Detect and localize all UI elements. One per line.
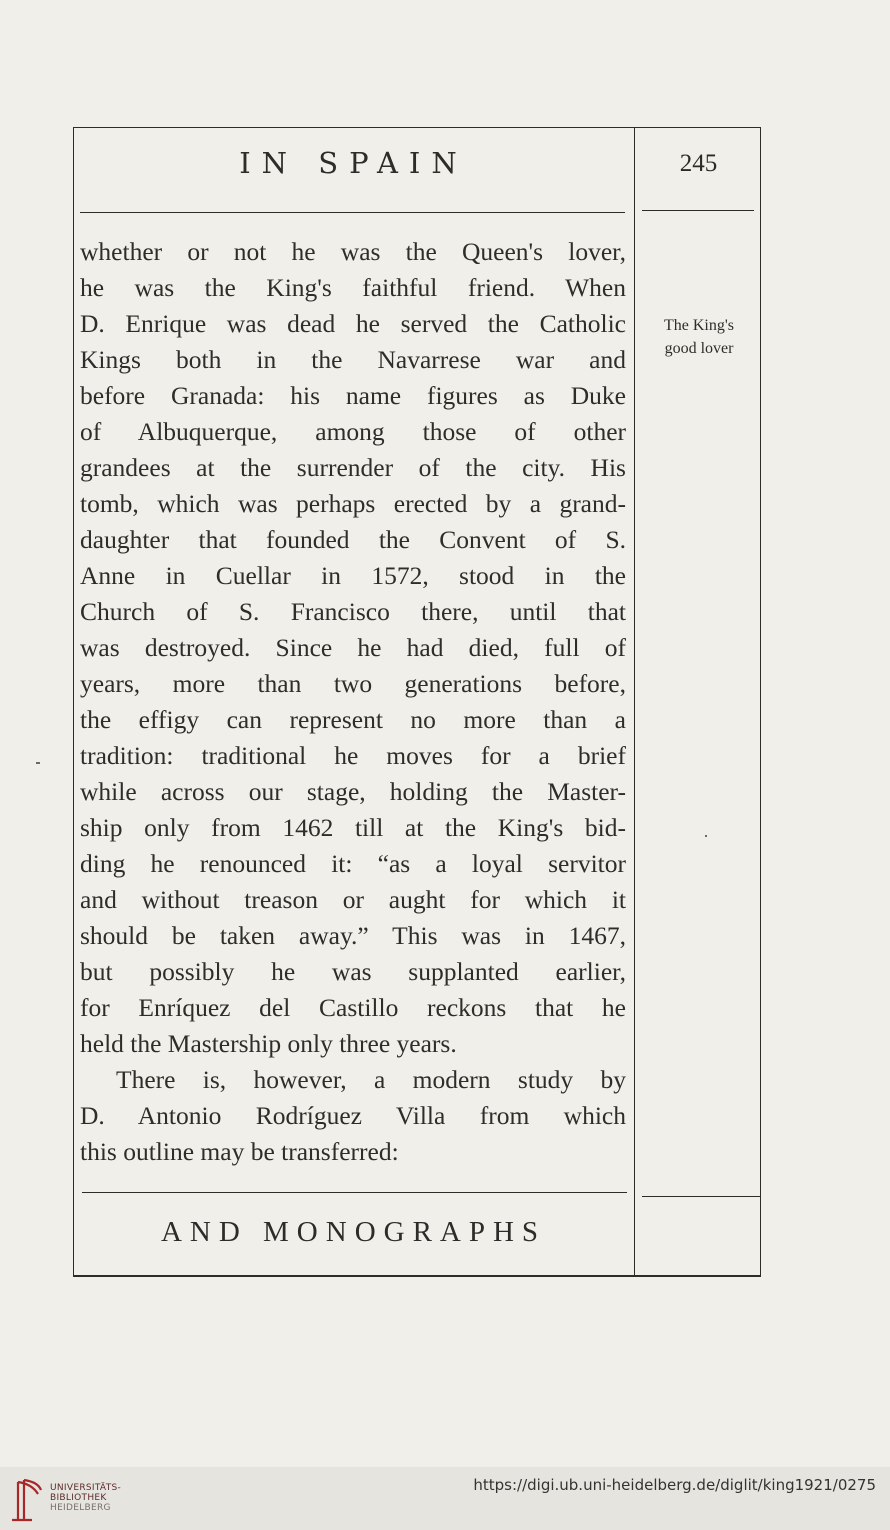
- text-line: tradition: traditional he moves for a brief: [80, 741, 626, 770]
- body-text: [80, 234, 626, 1170]
- university-library-logo-icon: [8, 1476, 44, 1524]
- text-line: ding he renounced it: “as a loyal servitor: [80, 849, 626, 878]
- text-line: should be taken away.” This was in 1467,: [80, 921, 626, 950]
- margin-speck: [36, 762, 40, 764]
- text-line: before Granada: his name figures as Duke: [80, 381, 626, 410]
- margin-speck: [705, 835, 707, 837]
- text-line: D. Antonio Rodríguez Villa from which: [80, 1101, 626, 1130]
- text-line: D. Enrique was dead he served the Catholic: [80, 309, 626, 338]
- text-line: Church of S. Francisco there, until that: [80, 597, 626, 626]
- text-line: daughter that founded the Convent of S.: [80, 525, 626, 554]
- text-line: for Enríquez del Castillo reckons that he: [80, 993, 626, 1022]
- text-line: whether or not he was the Queen's lover,: [80, 237, 626, 266]
- running-head: IN SPAIN: [239, 146, 468, 180]
- marginal-note-line: good lover: [664, 340, 734, 357]
- library-name-line: BIBLIOTHEK: [50, 1493, 107, 1503]
- text-line: while across our stage, holding the Master-: [80, 777, 626, 806]
- page-signature: AND MONOGRAPHS: [160, 1216, 547, 1248]
- text-line: grandees at the surrender of the city. His: [80, 453, 626, 482]
- header-rule: [80, 212, 625, 213]
- text-line: held the Mastership only three years.: [80, 1029, 457, 1058]
- text-line: There is, however, a modern study by: [116, 1065, 626, 1094]
- margin-footer-rule: [642, 1196, 760, 1197]
- text-line: Anne in Cuellar in 1572, stood in the: [80, 561, 626, 590]
- text-line: and without treason or aught for which it: [80, 885, 626, 914]
- text-line: years, more than two generations before,: [80, 669, 626, 698]
- text-line: but possibly he was supplanted earlier,: [80, 957, 626, 986]
- footer-rule: [82, 1192, 627, 1193]
- text-line: tomb, which was perhaps erected by a grand-: [80, 489, 626, 518]
- marginal-note: [640, 314, 758, 360]
- library-name-line: UNIVERSITÄTS-: [50, 1483, 122, 1493]
- text-line: ship only from 1462 till at the King's bid-: [80, 813, 626, 842]
- text-line: was destroyed. Since he had died, full of: [80, 633, 626, 662]
- text-line: this outline may be transferred:: [80, 1137, 399, 1166]
- text-line: he was the King's faithful friend. When: [80, 273, 626, 302]
- text-line: Kings both in the Navarrese war and: [80, 345, 626, 374]
- permalink-url[interactable]: https://digi.ub.uni-heidelberg.de/diglit/king1921/0275: [473, 1476, 876, 1494]
- margin-header-rule: [642, 210, 754, 211]
- column-divider: [634, 127, 635, 1277]
- text-line: of Albuquerque, among those of other: [80, 417, 626, 446]
- library-name-line: HEIDELBERG: [50, 1503, 111, 1513]
- library-name: [50, 1483, 121, 1513]
- marginal-note-line: The King's: [664, 317, 734, 334]
- page-number: 245: [679, 150, 718, 177]
- text-line: the effigy can represent no more than a: [80, 705, 626, 734]
